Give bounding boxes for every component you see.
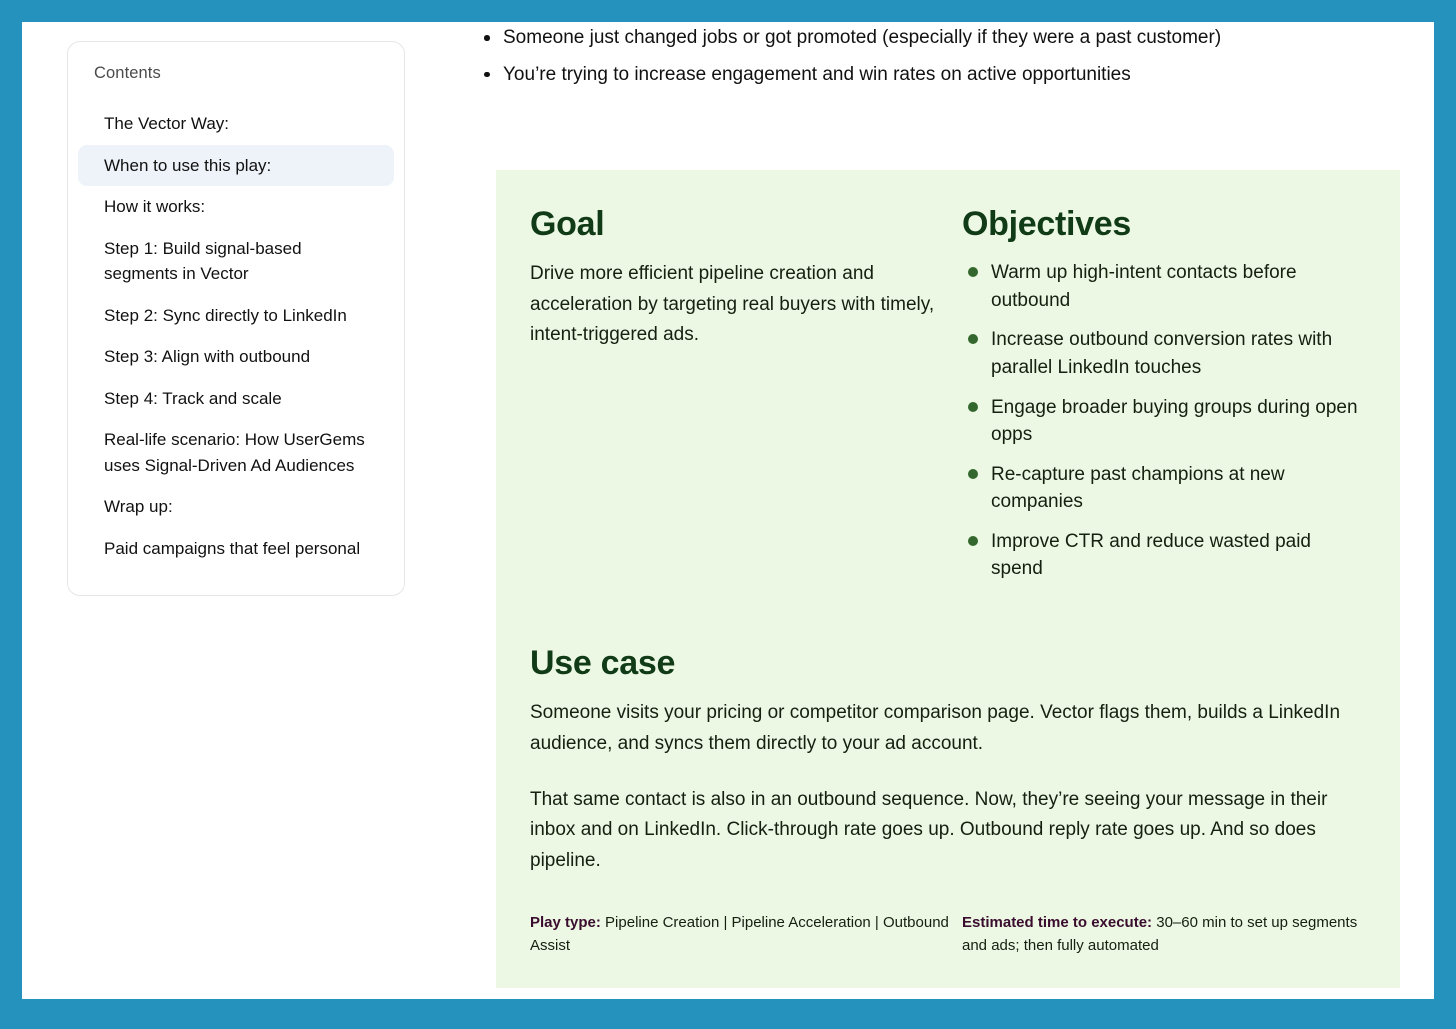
intro-bullet-item: You’re trying to increase engagement and win rates on active opportunities (474, 61, 1404, 89)
sidebar-item[interactable]: How it works: (104, 197, 206, 216)
objective-item: Improve CTR and reduce wasted paid spend (962, 528, 1362, 583)
use-case-paragraph-2: That same contact is also in an outbound sequence. Now, they’re seeing your message in their inbox and on LinkedIn. Click-through rate goes up. Outbound reply rate goes up. And so does pipeline. (530, 789, 1328, 871)
objectives-heading: Objectives (962, 205, 1131, 243)
play-type-value: Pipeline Creation | Pipeline Acceleration | Outbound Assist (530, 914, 949, 954)
estimated-time-meta (962, 912, 1366, 957)
play-type-label: Play type: (530, 914, 601, 931)
goal-section (530, 206, 962, 595)
main-content (474, 22, 1404, 97)
objective-item: Warm up high-intent contacts before outbound (962, 259, 1362, 314)
intro-bullet-list (474, 22, 1404, 88)
estimated-time-value: 30–60 min to set up segments and ads; then fully automated (962, 914, 1358, 954)
use-case-heading: Use case (530, 643, 676, 682)
toc-heading: Contents (94, 64, 161, 82)
use-case-paragraph-1: Someone visits your pricing or competitor comparison page. Vector flags them, builds a LinkedIn audience, and syncs them directly to your ad account. (530, 702, 1341, 754)
sidebar-item[interactable]: Step 2: Sync directly to LinkedIn (104, 305, 347, 325)
sidebar-item[interactable]: Real-life scenario: How UserGems uses Signal-Driven Ad Audiences (104, 430, 365, 475)
sidebar-item[interactable]: When to use this play: (78, 145, 394, 187)
sidebar-item[interactable]: Step 1: Build signal-based segments in Vector (104, 238, 302, 283)
sidebar-item[interactable]: The Vector Way: (104, 114, 230, 133)
toc-item-list (68, 103, 404, 569)
play-summary-card (496, 170, 1400, 988)
objective-item: Engage broader buying groups during open opps (962, 394, 1362, 449)
estimated-time-label: Estimated time to execute: (962, 914, 1153, 931)
use-case-section (530, 645, 1366, 876)
sidebar-item[interactable]: Paid campaigns that feel personal (104, 538, 361, 558)
page-sheet (22, 22, 1434, 999)
card-meta-row (530, 912, 1366, 957)
goal-body: Drive more efficient pipeline creation and acceleration by targeting real buyers with timely, intent-triggered ads. (530, 263, 935, 346)
goal-heading: Goal (530, 205, 605, 243)
sidebar-item[interactable]: Step 4: Track and scale (104, 388, 282, 408)
objectives-list (962, 259, 1362, 582)
card-top-row (530, 206, 1366, 595)
objectives-section (962, 206, 1362, 595)
sidebar-item[interactable]: Wrap up: (104, 497, 173, 516)
sidebar-item[interactable]: Step 3: Align with outbound (104, 347, 311, 366)
objective-item: Re-capture past champions at new companies (962, 461, 1362, 516)
intro-bullet-item: Someone just changed jobs or got promoted (especially if they were a past customer) (474, 24, 1404, 52)
objective-item: Increase outbound conversion rates with parallel LinkedIn touches (962, 326, 1362, 381)
play-type-meta (530, 912, 962, 957)
table-of-contents-card (67, 41, 405, 596)
